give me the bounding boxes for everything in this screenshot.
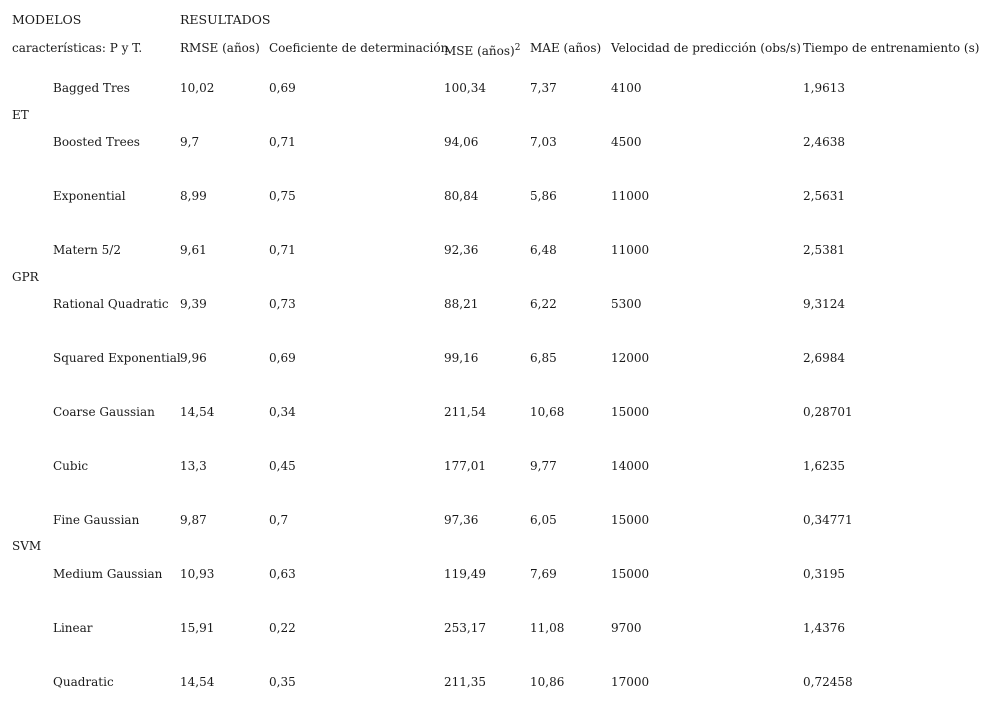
cell-mae: 7,03 xyxy=(530,135,557,149)
cell-time: 0,72458 xyxy=(803,675,853,689)
group-label-et: ET xyxy=(12,108,29,122)
cell-rmse: 9,87 xyxy=(180,513,207,527)
models-title: MODELOS xyxy=(12,12,82,27)
cell-mse: 99,16 xyxy=(444,351,479,365)
cell-rmse: 14,54 xyxy=(180,675,215,689)
cell-mse: 177,01 xyxy=(444,459,486,473)
cell-time: 1,9613 xyxy=(803,81,845,95)
cell-mae: 6,05 xyxy=(530,513,557,527)
cell-model: Bagged Tres xyxy=(53,81,130,95)
cell-r2: 0,75 xyxy=(269,189,296,203)
cell-mae: 7,69 xyxy=(530,567,557,581)
cell-time: 0,3195 xyxy=(803,567,845,581)
cell-r2: 0,35 xyxy=(269,675,296,689)
cell-rmse: 10,93 xyxy=(180,567,215,581)
features-label: características: P y T. xyxy=(12,41,143,55)
cell-speed: 9700 xyxy=(611,621,642,635)
cell-time: 1,6235 xyxy=(803,459,845,473)
cell-speed: 14000 xyxy=(611,459,650,473)
col-header-speed: Velocidad de predicción (obs/s) xyxy=(611,41,801,55)
group-label-svm: SVM xyxy=(12,539,42,553)
cell-rmse: 13,3 xyxy=(180,459,207,473)
cell-speed: 15000 xyxy=(611,513,650,527)
cell-mse: 119,49 xyxy=(444,567,486,581)
cell-time: 2,4638 xyxy=(803,135,845,149)
cell-r2: 0,71 xyxy=(269,135,296,149)
cell-model: Boosted Trees xyxy=(53,135,140,149)
cell-mae: 6,48 xyxy=(530,243,557,257)
cell-model: Coarse Gaussian xyxy=(53,405,155,419)
cell-mse: 97,36 xyxy=(444,513,479,527)
cell-rmse: 8,99 xyxy=(180,189,207,203)
cell-mse: 88,21 xyxy=(444,297,479,311)
cell-mse: 253,17 xyxy=(444,621,486,635)
cell-rmse: 9,39 xyxy=(180,297,207,311)
cell-r2: 0,34 xyxy=(269,405,296,419)
cell-r2: 0,69 xyxy=(269,81,296,95)
cell-model: Matern 5/2 xyxy=(53,243,121,257)
cell-speed: 4100 xyxy=(611,81,642,95)
cell-speed: 5300 xyxy=(611,297,642,311)
cell-rmse: 9,61 xyxy=(180,243,207,257)
cell-speed: 17000 xyxy=(611,675,650,689)
col-header-mse-label: MSE (años) xyxy=(444,44,515,58)
cell-mae: 11,08 xyxy=(530,621,565,635)
col-header-mae: MAE (años) xyxy=(530,41,602,55)
cell-mae: 9,77 xyxy=(530,459,557,473)
cell-rmse: 10,02 xyxy=(180,81,215,95)
group-label-gpr: GPR xyxy=(12,270,39,284)
cell-model: Squared Exponential xyxy=(53,351,181,365)
cell-mse: 92,36 xyxy=(444,243,479,257)
cell-model: Exponential xyxy=(53,189,126,203)
cell-mse: 80,84 xyxy=(444,189,479,203)
cell-model: Medium Gaussian xyxy=(53,567,163,581)
cell-mse: 94,06 xyxy=(444,135,479,149)
cell-mae: 7,37 xyxy=(530,81,557,95)
cell-time: 2,5631 xyxy=(803,189,845,203)
cell-mse: 100,34 xyxy=(444,81,486,95)
cell-time: 9,3124 xyxy=(803,297,845,311)
cell-time: 2,6984 xyxy=(803,351,845,365)
cell-speed: 12000 xyxy=(611,351,650,365)
cell-r2: 0,69 xyxy=(269,351,296,365)
cell-mae: 5,86 xyxy=(530,189,557,203)
cell-mae: 10,86 xyxy=(530,675,565,689)
cell-rmse: 14,54 xyxy=(180,405,215,419)
cell-speed: 11000 xyxy=(611,243,650,257)
cell-rmse: 9,7 xyxy=(180,135,200,149)
cell-rmse: 9,96 xyxy=(180,351,207,365)
cell-mae: 10,68 xyxy=(530,405,565,419)
cell-speed: 15000 xyxy=(611,567,650,581)
col-header-r2: Coeficiente de determinación xyxy=(269,41,449,55)
col-header-rmse: RMSE (años) xyxy=(180,41,260,55)
results-title: RESULTADOS xyxy=(180,12,271,27)
cell-speed: 11000 xyxy=(611,189,650,203)
cell-model: Rational Quadratic xyxy=(53,297,169,311)
cell-r2: 0,73 xyxy=(269,297,296,311)
cell-speed: 4500 xyxy=(611,135,642,149)
cell-mae: 6,22 xyxy=(530,297,557,311)
col-header-mse xyxy=(444,44,520,58)
cell-mse: 211,35 xyxy=(444,675,486,689)
cell-mse: 211,54 xyxy=(444,405,486,419)
cell-time: 1,4376 xyxy=(803,621,845,635)
cell-model: Quadratic xyxy=(53,675,114,689)
col-header-time: Tiempo de entrenamiento (s) xyxy=(803,41,980,55)
cell-r2: 0,22 xyxy=(269,621,296,635)
cell-r2: 0,71 xyxy=(269,243,296,257)
cell-time: 2,5381 xyxy=(803,243,845,257)
cell-model: Linear xyxy=(53,621,93,635)
cell-r2: 0,7 xyxy=(269,513,289,527)
cell-speed: 15000 xyxy=(611,405,650,419)
col-header-mse-exponent: 2 xyxy=(514,43,521,53)
cell-time: 0,34771 xyxy=(803,513,853,527)
cell-mae: 6,85 xyxy=(530,351,557,365)
cell-time: 0,28701 xyxy=(803,405,853,419)
cell-model: Fine Gaussian xyxy=(53,513,140,527)
cell-r2: 0,63 xyxy=(269,567,296,581)
cell-rmse: 15,91 xyxy=(180,621,215,635)
cell-model: Cubic xyxy=(53,459,89,473)
cell-r2: 0,45 xyxy=(269,459,296,473)
